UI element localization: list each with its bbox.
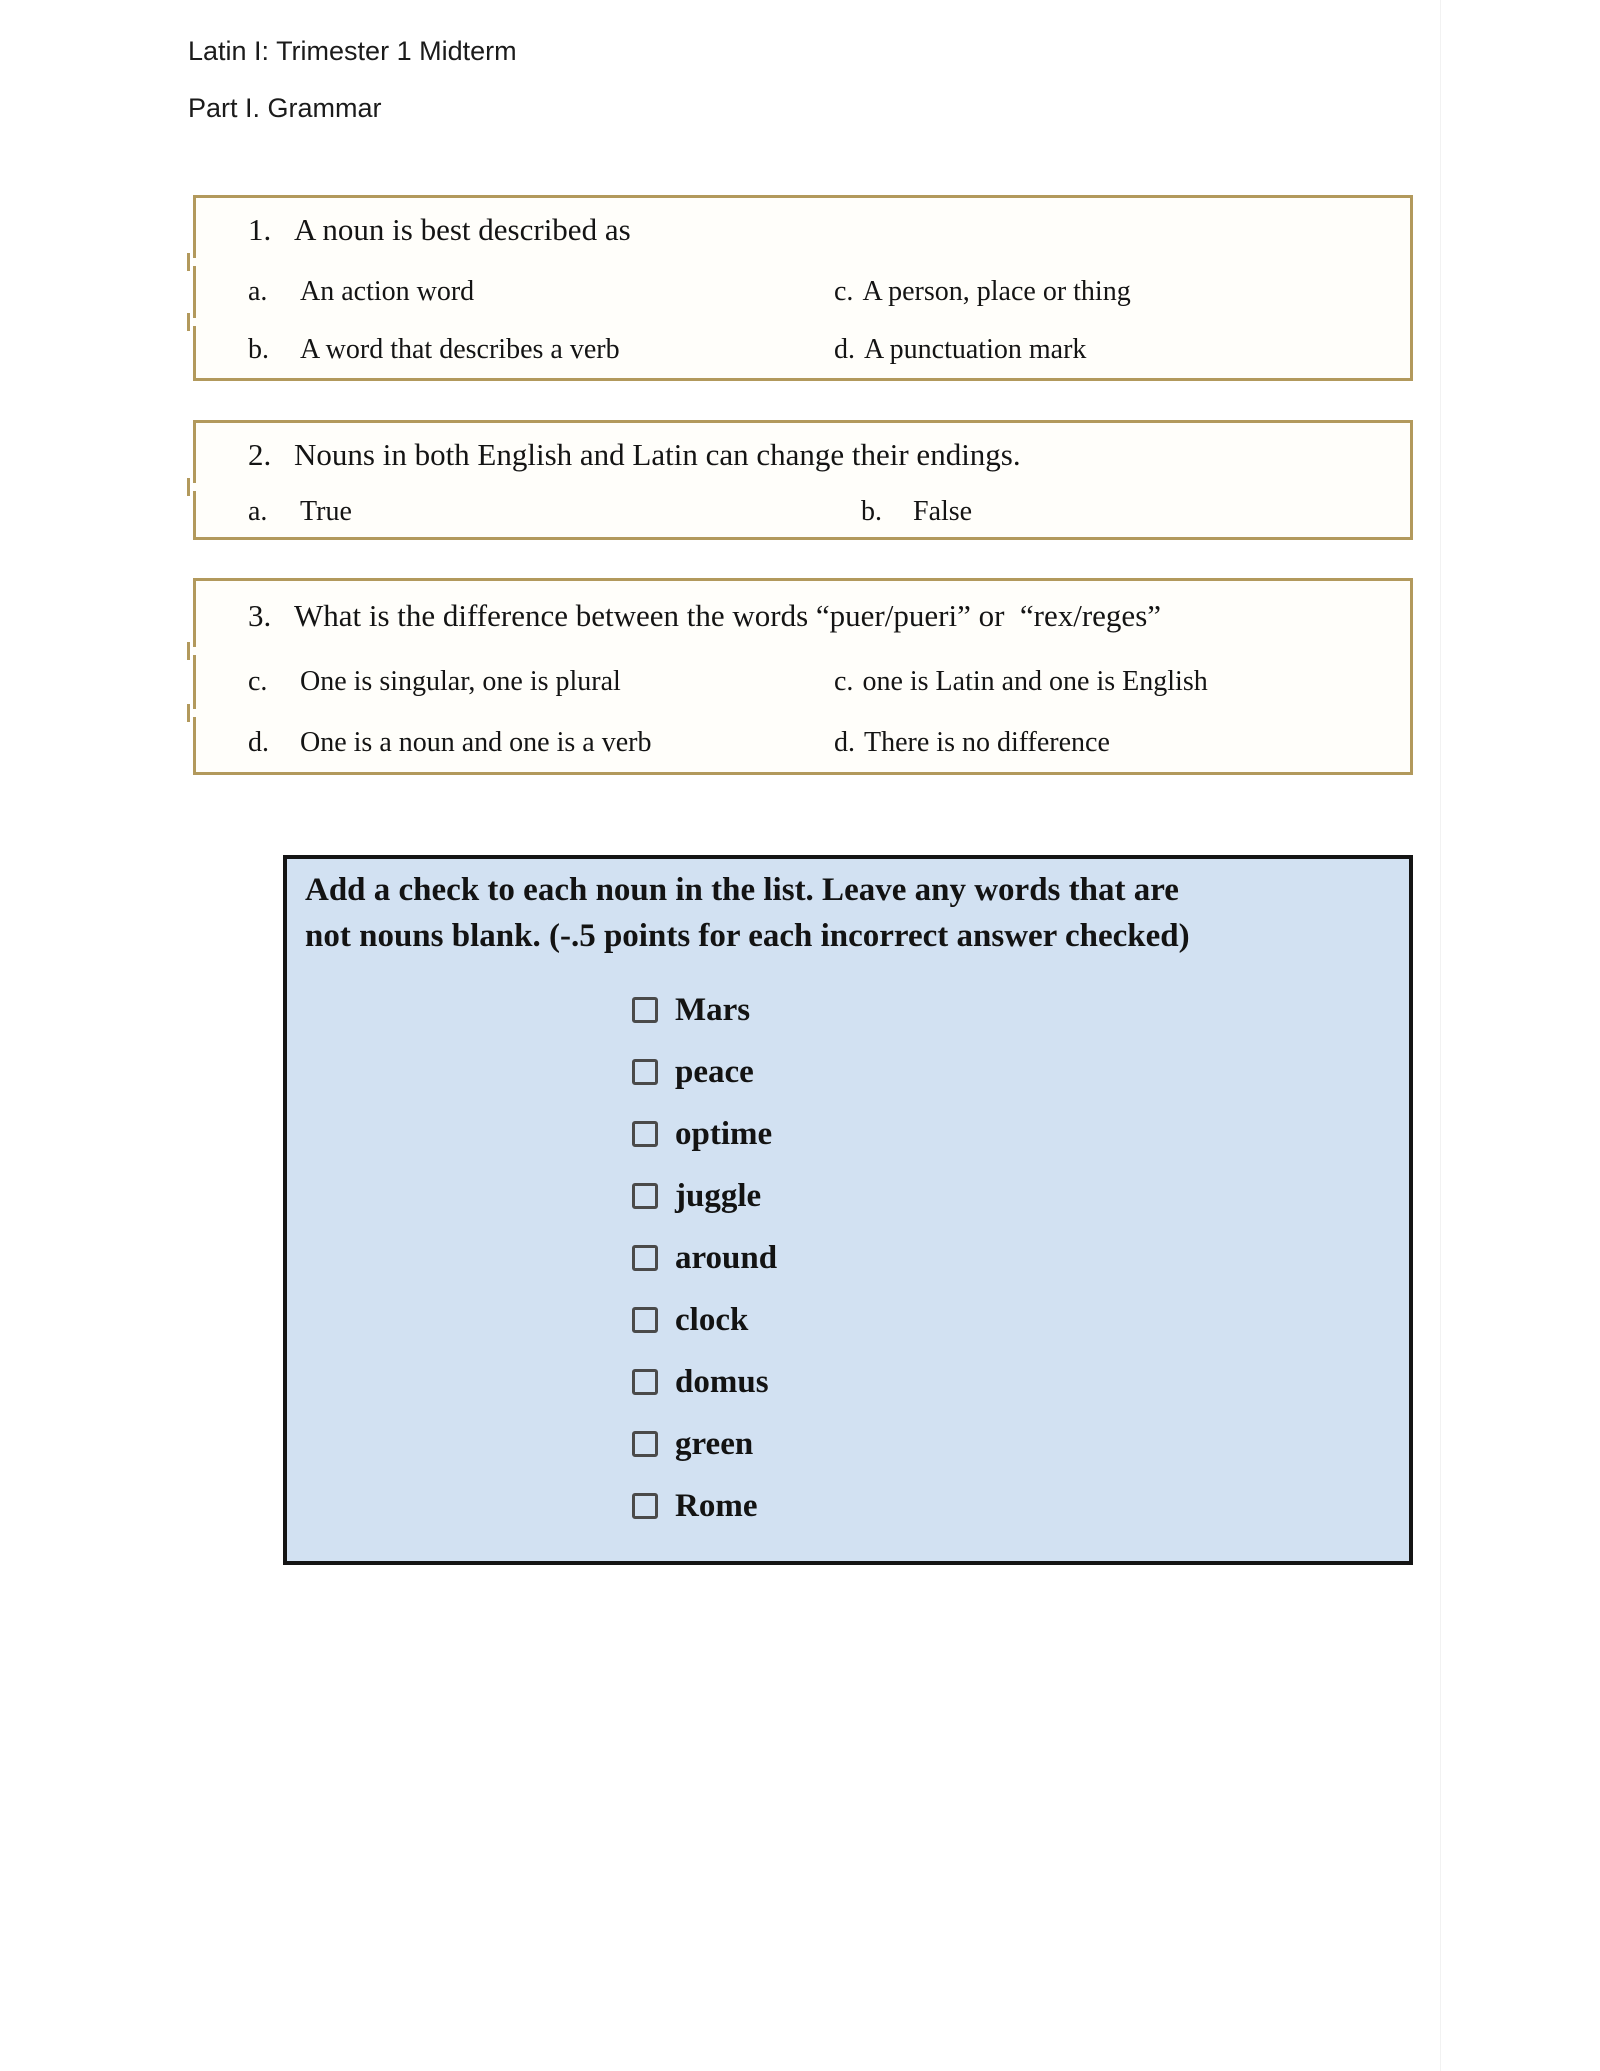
checklist-item-label: optime	[675, 1115, 773, 1152]
checkbox-domus[interactable]	[632, 1369, 658, 1395]
question-text: Nouns in both English and Latin can change their endings.	[294, 437, 1021, 472]
option-b	[248, 334, 834, 366]
checklist-item-label: domus	[675, 1363, 769, 1400]
checklist-item-label: Mars	[675, 991, 751, 1028]
option-c-left	[248, 666, 834, 698]
checklist-item	[632, 1227, 1409, 1289]
question-text: What is the difference between the words “puer/pueri” or “rex/reges”	[294, 598, 1162, 633]
option-text: There is no difference	[864, 726, 1110, 758]
option-a	[248, 496, 861, 528]
option-text: False	[913, 496, 973, 527]
section-heading: Part I. Grammar	[188, 93, 382, 123]
question-number: 2.	[248, 437, 272, 472]
option-text: A punctuation mark	[864, 334, 1087, 365]
option-a	[248, 276, 834, 308]
option-text: One is a noun and one is a verb	[300, 726, 652, 758]
checkbox-peace[interactable]	[632, 1059, 658, 1085]
question-2-box	[193, 420, 1413, 540]
question-number: 1.	[248, 212, 272, 247]
checklist-item-label: peace	[675, 1053, 754, 1090]
checklist-item	[632, 1475, 1409, 1537]
option-letter: b.	[248, 334, 269, 365]
question-3-options-row-2	[193, 713, 1410, 772]
question-1-box	[193, 195, 1413, 381]
checklist-item-label: clock	[675, 1301, 749, 1338]
checklist-item-label: Rome	[675, 1487, 758, 1524]
checklist	[632, 979, 1409, 1537]
checklist-item-label: around	[675, 1239, 778, 1276]
question-2-options-row-1	[193, 487, 1410, 537]
checklist-instruction-line-1: Add a check to each noun in the list. Leave any words that are	[305, 872, 1179, 908]
noun-checklist-box	[283, 855, 1413, 1565]
option-text: True	[300, 496, 352, 527]
checklist-item	[632, 1413, 1409, 1475]
checkbox-green[interactable]	[632, 1431, 658, 1457]
checkbox-clock[interactable]	[632, 1307, 658, 1333]
page-edge-artifact	[1440, 0, 1600, 2071]
checkbox-around[interactable]	[632, 1245, 658, 1271]
question-number: 3.	[248, 598, 272, 633]
checkbox-juggle[interactable]	[632, 1183, 658, 1209]
option-letter: b.	[861, 496, 882, 527]
question-2-title-row	[193, 423, 1410, 487]
option-b	[861, 496, 1410, 528]
checklist-item-label: juggle	[675, 1177, 762, 1214]
checkbox-optime[interactable]	[632, 1121, 658, 1147]
option-letter: c.	[248, 666, 268, 697]
checklist-item	[632, 1289, 1409, 1351]
option-c	[834, 276, 1410, 308]
checklist-instruction-line-2: not nouns blank. (-.5 points for each incorrect answer checked)	[305, 918, 1190, 954]
checklist-item	[632, 1351, 1409, 1413]
checkbox-rome[interactable]	[632, 1493, 658, 1519]
option-letter: a.	[248, 276, 268, 307]
checkbox-mars[interactable]	[632, 997, 658, 1023]
checklist-item-label: green	[675, 1425, 754, 1462]
checklist-item	[632, 1041, 1409, 1103]
option-d	[834, 334, 1410, 366]
question-1-title-row	[193, 198, 1410, 262]
option-text: one is Latin and one is English	[862, 666, 1208, 697]
option-text: A person, place or thing	[862, 276, 1131, 307]
option-c-right	[834, 666, 1410, 698]
question-1-options-row-2	[193, 322, 1410, 378]
doc-title: Latin I: Trimester 1 Midterm	[188, 36, 517, 66]
checklist-item	[632, 1165, 1409, 1227]
option-text: A word that describes a verb	[300, 334, 620, 365]
question-text: A noun is best described as	[294, 212, 631, 247]
option-d-left	[248, 727, 834, 759]
checklist-item	[632, 979, 1409, 1041]
option-letter: d.	[834, 334, 855, 365]
checklist-instruction	[287, 867, 1409, 959]
option-letter: c.	[834, 666, 854, 697]
option-text: An action word	[300, 276, 475, 307]
checklist-item	[632, 1103, 1409, 1165]
option-letter: a.	[248, 496, 268, 527]
option-text: One is singular, one is plural	[300, 666, 621, 697]
option-d-right	[834, 727, 1410, 759]
option-letter: d.	[834, 726, 855, 758]
question-3-title-row	[193, 581, 1410, 651]
option-letter: d.	[248, 726, 269, 758]
question-3-box	[193, 578, 1413, 775]
option-letter: c.	[834, 276, 854, 307]
question-3-options-row-1	[193, 651, 1410, 713]
question-1-options-row-1	[193, 262, 1410, 322]
